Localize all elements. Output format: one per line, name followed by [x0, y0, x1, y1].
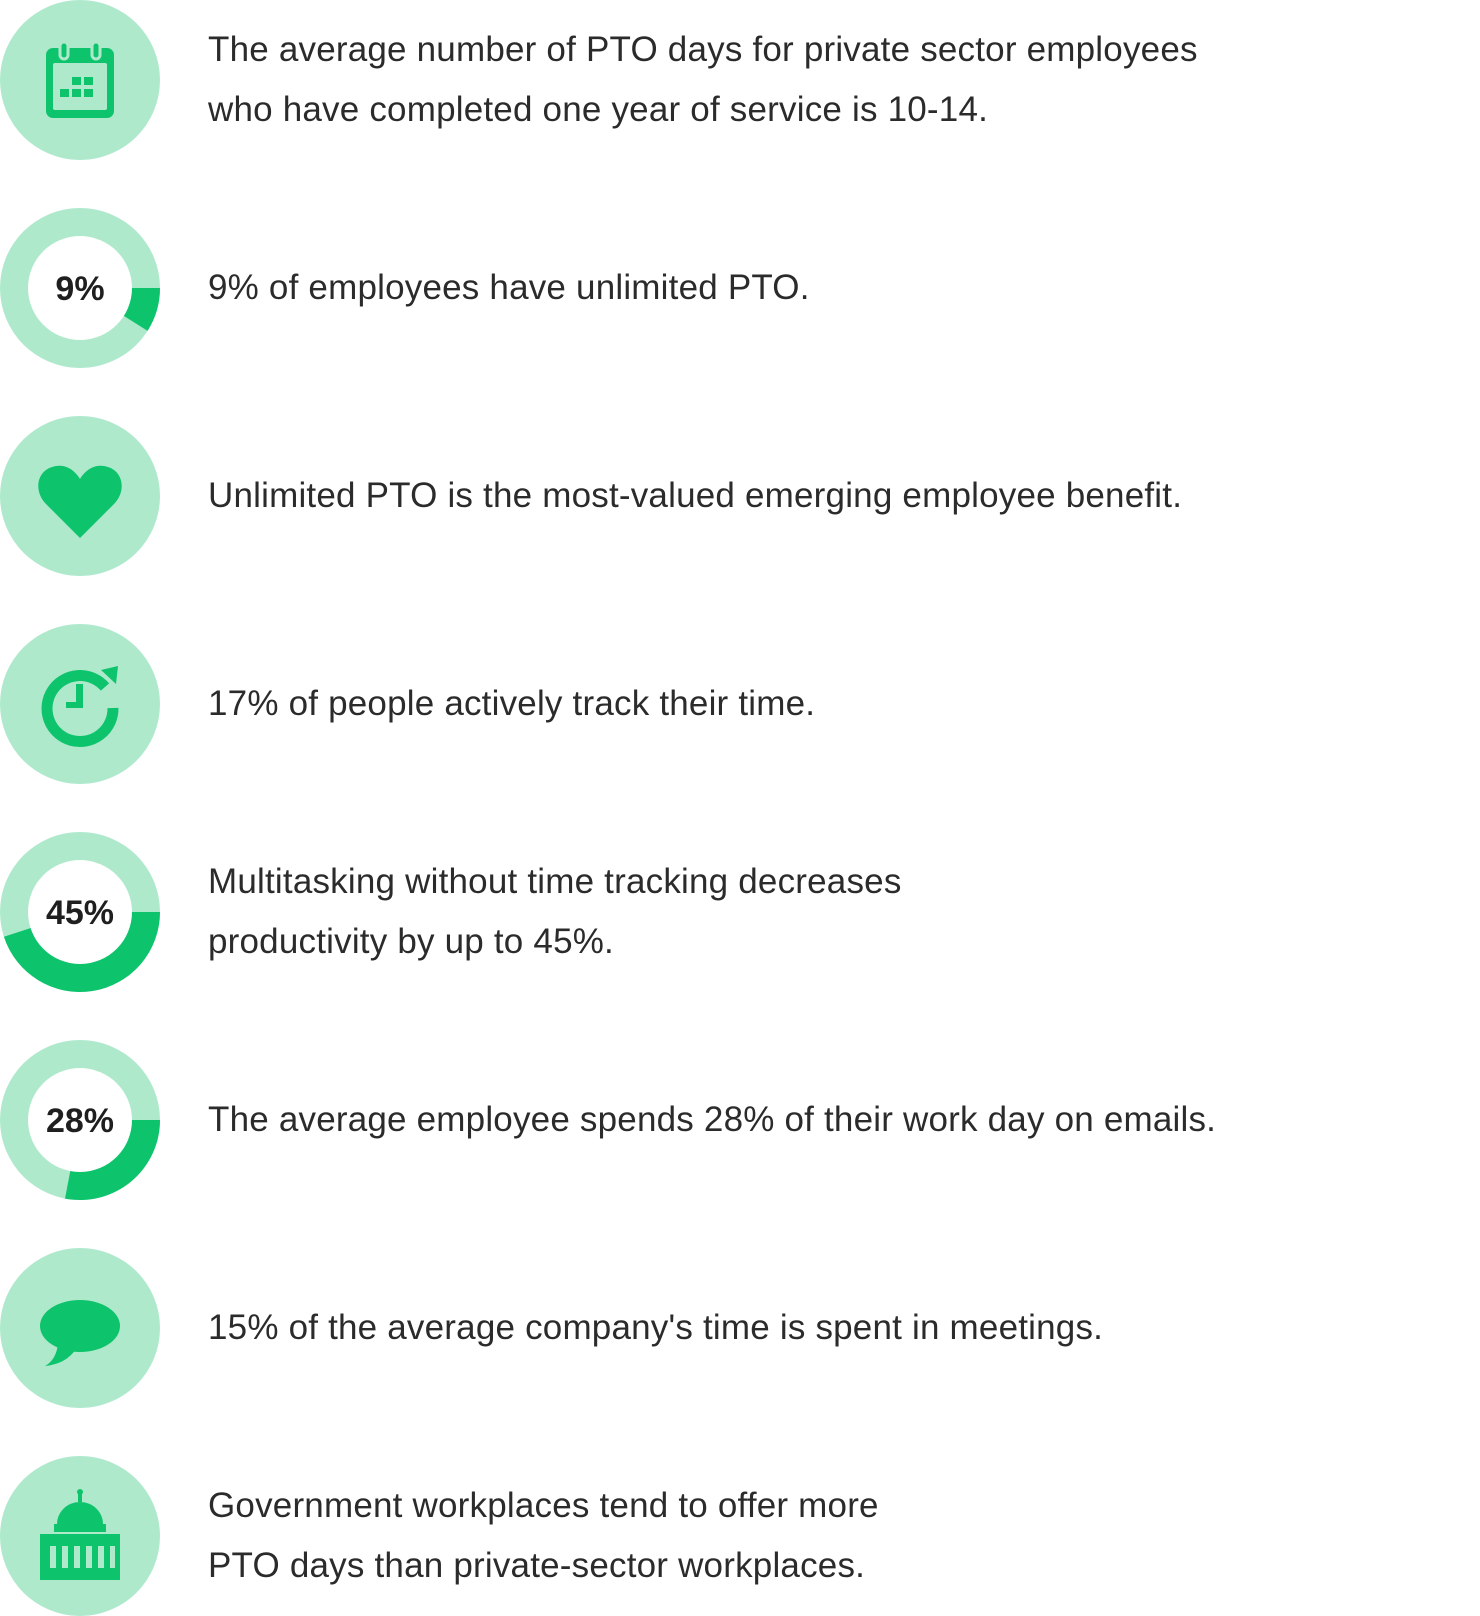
stat-description	[208, 1476, 879, 1596]
stat-row-time-tracking	[0, 624, 1480, 784]
stat-line: The average number of PTO days for private sector employees	[208, 30, 1198, 69]
stat-line: 17% of people actively track their time.	[208, 684, 816, 723]
stat-row-government-workplaces	[0, 1456, 1480, 1616]
stat-description	[208, 674, 815, 734]
stat-row-meetings	[0, 1248, 1480, 1408]
donut-percent-label: 9%	[55, 270, 105, 308]
stat-line: productivity by up to 45%.	[208, 922, 614, 961]
heart-badge	[0, 416, 160, 576]
percent-donut	[0, 208, 160, 368]
government-building-icon	[0, 1456, 160, 1616]
stat-row-pto-days	[0, 0, 1480, 160]
donut-percent-label: 45%	[45, 894, 115, 932]
stat-line: 15% of the average company's time is spent in meetings.	[208, 1308, 1104, 1347]
donut-chart	[0, 832, 160, 992]
calendar-badge	[0, 0, 160, 160]
stat-description	[208, 466, 1182, 526]
stat-line: The average employee spends 28% of their work day on emails.	[208, 1100, 1217, 1139]
stat-line: Government workplaces tend to offer more	[208, 1486, 879, 1525]
percent-donut	[0, 832, 160, 992]
building-badge	[0, 1456, 160, 1616]
stat-line: Multitasking without time tracking decreases	[208, 862, 902, 901]
stat-description	[208, 852, 902, 972]
donut-chart	[0, 1040, 160, 1200]
stat-row-most-valued-benefit	[0, 416, 1480, 576]
stat-line: who have completed one year of service is 10-14.	[208, 90, 989, 129]
stat-row-emails	[0, 1040, 1480, 1200]
donut-chart	[0, 208, 160, 368]
calendar-icon	[0, 0, 160, 160]
stat-description	[208, 258, 810, 318]
clock-badge	[0, 624, 160, 784]
stat-line: PTO days than private-sector workplaces.	[208, 1546, 866, 1585]
stat-description	[208, 1298, 1103, 1358]
donut-percent-label: 28%	[45, 1102, 115, 1140]
stat-row-unlimited-pto	[0, 208, 1480, 368]
percent-donut	[0, 1040, 160, 1200]
stat-line: Unlimited PTO is the most-valued emerging employee benefit.	[208, 476, 1183, 515]
speech-bubble-badge	[0, 1248, 160, 1408]
speech-bubble-icon	[0, 1248, 160, 1408]
stat-row-multitasking	[0, 832, 1480, 992]
clock-refresh-icon	[0, 624, 160, 784]
heart-icon	[0, 416, 160, 576]
stat-description	[208, 1090, 1216, 1150]
stat-line: 9% of employees have unlimited PTO.	[208, 268, 810, 307]
stat-description	[208, 20, 1198, 140]
